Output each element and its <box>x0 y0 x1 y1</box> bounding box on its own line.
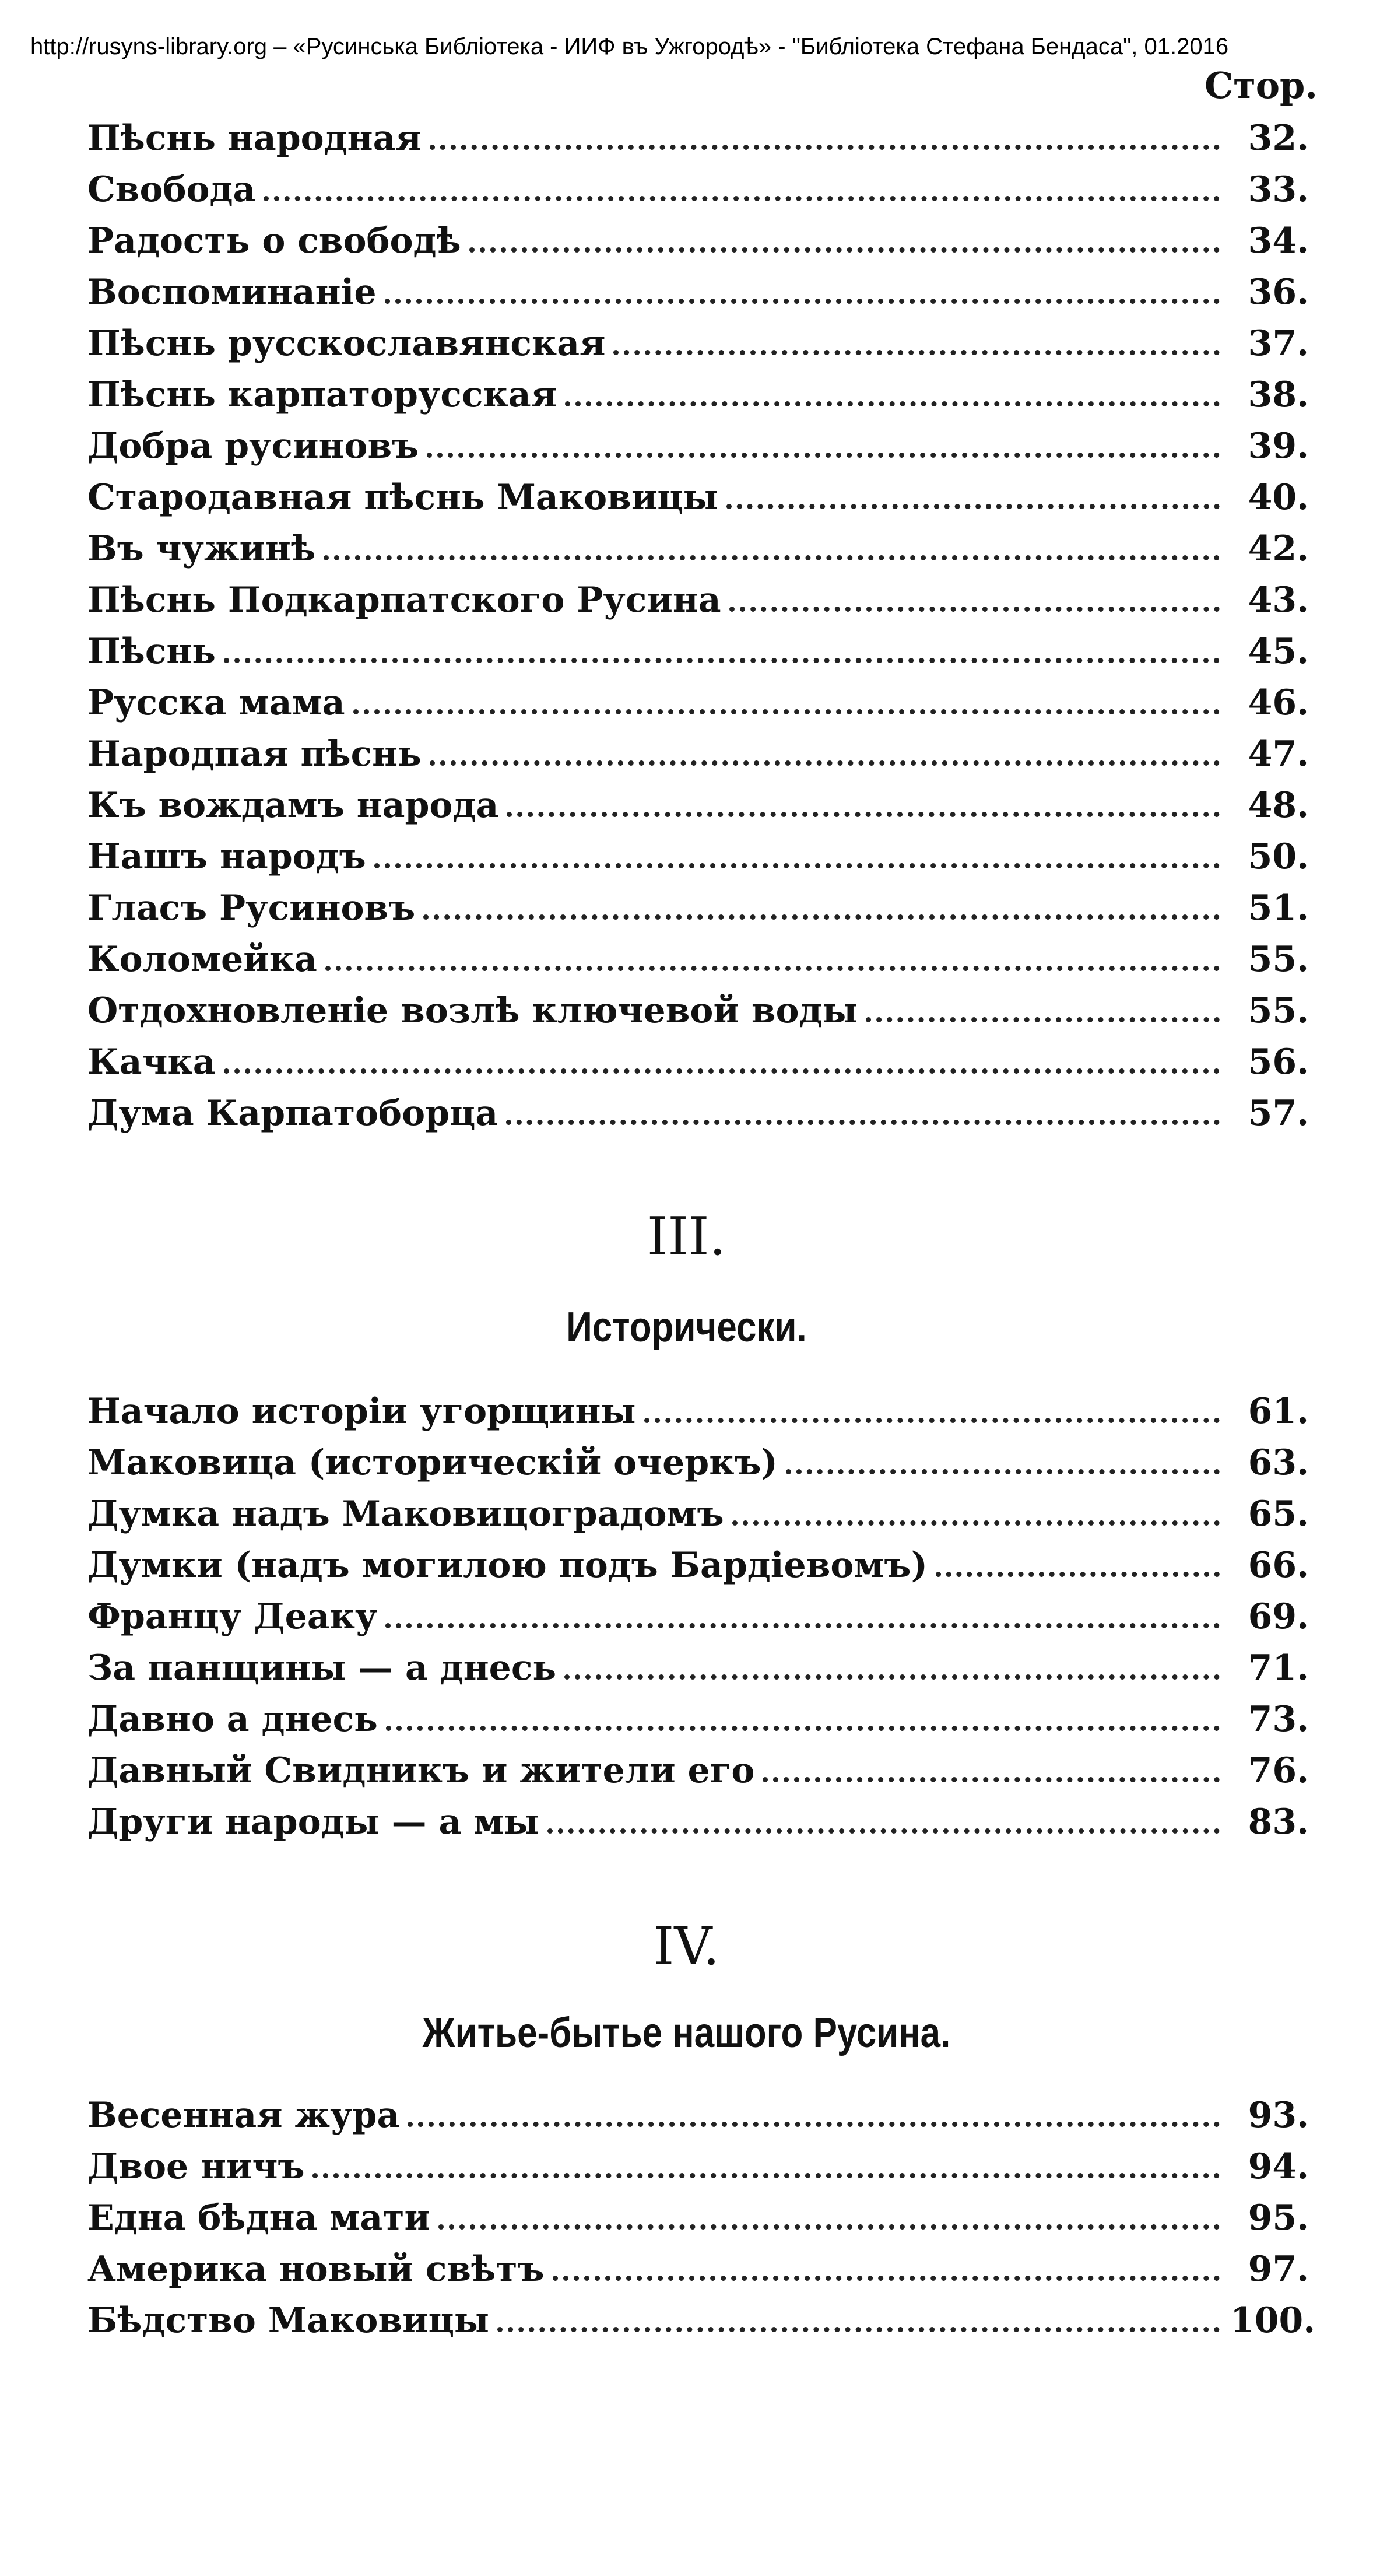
toc-entry-page-number: 37. <box>1248 323 1309 364</box>
dot-leader <box>264 196 1220 201</box>
toc-entry <box>87 785 1309 836</box>
dot-leader <box>430 760 1220 766</box>
toc-entry-title: Народпая пѣснь <box>87 734 422 774</box>
toc-entry-page-number: 48. <box>1248 785 1309 826</box>
toc-entry <box>87 1750 1309 1802</box>
dot-leader <box>325 966 1220 971</box>
dot-leader <box>726 504 1220 509</box>
toc-entry <box>87 1648 1309 1699</box>
toc-entry <box>87 1093 1309 1144</box>
dot-leader <box>553 2276 1220 2281</box>
toc-entry-page-number: 95. <box>1248 2198 1309 2238</box>
toc-entry <box>87 1802 1309 1853</box>
toc-entry-title: За панщины — а днесь <box>87 1648 557 1688</box>
dot-leader <box>430 145 1220 150</box>
toc-entry <box>87 888 1309 939</box>
dot-leader <box>469 247 1220 253</box>
toc-entry <box>87 2300 1316 2351</box>
dot-leader <box>385 1623 1220 1628</box>
dot-leader <box>613 350 1220 355</box>
toc-section-daily-life <box>87 2095 1316 2351</box>
dot-leader <box>408 2122 1220 2127</box>
toc-entry-title: Америка новый свѣтъ <box>87 2249 545 2290</box>
toc-entry-title: Коломейка <box>87 939 317 980</box>
toc-entry-title: Дума Карпатоборца <box>87 1093 498 1134</box>
toc-entry-page-number: 71. <box>1248 1648 1309 1688</box>
toc-entry-title: Други народы — а мы <box>87 1802 539 1842</box>
section-title: Исторически. <box>566 1304 807 1351</box>
toc-entry <box>87 1596 1309 1648</box>
toc-entry-page-number: 57. <box>1248 1093 1309 1134</box>
dot-leader <box>547 1828 1220 1834</box>
toc-entry <box>87 477 1309 528</box>
toc-entry-page-number: 76. <box>1248 1750 1309 1791</box>
toc-entry-page-number: 100. <box>1230 2300 1316 2341</box>
toc-entry-page-number: 55. <box>1248 939 1309 980</box>
toc-entry <box>87 836 1309 888</box>
toc-entry-title: Пѣснь народная <box>87 118 422 159</box>
toc-entry <box>87 2198 1309 2249</box>
dot-leader <box>427 453 1220 458</box>
toc-entry-page-number: 45. <box>1248 631 1309 672</box>
toc-entry <box>87 990 1309 1042</box>
toc-entry-page-number: 40. <box>1248 477 1309 518</box>
toc-entry-title: Начало исторіи угорщины <box>87 1391 636 1432</box>
toc-entry <box>87 426 1309 477</box>
toc-entry-title: Русска мама <box>87 682 345 723</box>
toc-entry-title: Маковица (историческій очеркъ) <box>87 1442 778 1483</box>
toc-entry <box>87 1494 1309 1545</box>
toc-entry-title: Думка надъ Маковицоградомъ <box>87 1494 724 1534</box>
dot-leader <box>936 1572 1220 1577</box>
toc-section-main <box>87 118 1309 1144</box>
toc-entry-title: Добра русиновъ <box>87 426 419 467</box>
toc-entry-page-number: 32. <box>1248 118 1309 159</box>
toc-entry-title: Пѣснь Подкарпатского Русина <box>87 580 721 621</box>
dot-leader <box>507 812 1220 817</box>
toc-entry-page-number: 43. <box>1248 580 1309 621</box>
toc-entry-title: Пѣснь русскославянская <box>87 323 606 364</box>
toc-entry <box>87 580 1309 631</box>
toc-entry-title: Пѣснь <box>87 631 216 672</box>
dot-leader <box>385 299 1220 304</box>
toc-entry-title: Давно а днесь <box>87 1699 378 1740</box>
toc-entry-title: Двое ничъ <box>87 2146 305 2187</box>
toc-entry-page-number: 33. <box>1248 169 1309 210</box>
dot-leader <box>564 1674 1220 1680</box>
toc-entry-page-number: 73. <box>1248 1699 1309 1740</box>
toc-entry <box>87 1042 1309 1093</box>
toc-entry-title: Една бѣдна мати <box>87 2198 430 2238</box>
toc-entry-title: Качка <box>87 1042 216 1082</box>
toc-entry-title: Отдохновленіе возлѣ ключевой воды <box>87 990 858 1031</box>
dot-leader <box>763 1777 1220 1782</box>
dot-leader <box>353 709 1220 714</box>
dot-leader <box>786 1469 1220 1474</box>
toc-entry-page-number: 61. <box>1248 1391 1309 1432</box>
toc-entry <box>87 374 1309 426</box>
toc-entry-page-number: 46. <box>1248 682 1309 723</box>
toc-entry <box>87 118 1309 169</box>
toc-entry-page-number: 39. <box>1248 426 1309 467</box>
toc-entry-title: Воспоминаніе <box>87 272 377 313</box>
toc-entry <box>87 169 1309 220</box>
toc-entry-page-number: 69. <box>1248 1596 1309 1637</box>
dot-leader <box>224 1068 1220 1074</box>
toc-entry <box>87 631 1309 682</box>
toc-entry-title: Стародавная пѣснь Маковицы <box>87 477 718 518</box>
toc-entry-title: Нашъ народъ <box>87 836 366 877</box>
dot-leader <box>565 401 1220 406</box>
dot-leader <box>224 658 1220 663</box>
toc-entry-page-number: 55. <box>1248 990 1309 1031</box>
toc-entry-page-number: 42. <box>1248 528 1309 569</box>
toc-entry <box>87 1699 1309 1750</box>
toc-entry-title: Давный Свидникъ и жители его <box>87 1750 755 1791</box>
toc-entry-title: Въ чужинѣ <box>87 528 316 569</box>
toc-entry-title: Гласъ Русиновъ <box>87 888 416 928</box>
dot-leader <box>866 1017 1220 1022</box>
toc-entry-page-number: 66. <box>1248 1545 1309 1586</box>
dot-leader <box>644 1418 1220 1423</box>
toc-entry-page-number: 50. <box>1248 836 1309 877</box>
toc-entry-page-number: 51. <box>1248 888 1309 928</box>
toc-entry-page-number: 63. <box>1248 1442 1309 1483</box>
section-number: III. <box>647 1206 726 1267</box>
toc-entry-page-number: 56. <box>1248 1042 1309 1082</box>
toc-entry-page-number: 97. <box>1248 2249 1309 2290</box>
dot-leader <box>312 2173 1220 2178</box>
source-header-line: http://rusyns-library.org – «Русинська Библіотека - ИИФ въ Ужгородѣ» - "Библіотека Стефана Бендаса", 01.2016 <box>30 34 1229 59</box>
toc-entry <box>87 1391 1309 1442</box>
toc-entry <box>87 1442 1309 1494</box>
toc-entry-title: Свобода <box>87 169 256 210</box>
toc-entry <box>87 528 1309 580</box>
toc-entry-title: Бѣдство Маковицы <box>87 2300 490 2341</box>
toc-entry-page-number: 38. <box>1248 374 1309 415</box>
toc-entry <box>87 220 1309 272</box>
toc-entry-page-number: 36. <box>1248 272 1309 313</box>
page-column-label: Стор. <box>1204 64 1318 107</box>
toc-entry-title: Весенная жура <box>87 2095 400 2136</box>
dot-leader <box>438 2224 1220 2230</box>
dot-leader <box>732 1520 1220 1526</box>
dot-leader <box>324 555 1220 560</box>
toc-entry-page-number: 83. <box>1248 1802 1309 1842</box>
toc-entry <box>87 2095 1309 2146</box>
toc-entry <box>87 272 1309 323</box>
toc-entry <box>87 682 1309 734</box>
section-number: IV. <box>653 1916 720 1977</box>
dot-leader <box>386 1726 1220 1731</box>
toc-entry <box>87 1545 1309 1596</box>
toc-entry <box>87 734 1309 785</box>
toc-entry-page-number: 47. <box>1248 734 1309 774</box>
dot-leader <box>729 607 1220 612</box>
toc-entry-title: Радость о свободѣ <box>87 220 461 261</box>
toc-entry <box>87 323 1309 374</box>
toc-entry <box>87 939 1309 990</box>
toc-entry-title: Думки (надъ могилою подъ Бардіевомъ) <box>87 1545 928 1586</box>
toc-entry-title: Пѣснь карпаторусская <box>87 374 557 415</box>
toc-entry <box>87 2249 1309 2300</box>
toc-entry-page-number: 34. <box>1248 220 1309 261</box>
toc-entry-page-number: 93. <box>1248 2095 1309 2136</box>
toc-entry-page-number: 65. <box>1248 1494 1309 1534</box>
section-title: Житье-бытье нашого Русина. <box>422 2010 951 2056</box>
dot-leader <box>506 1120 1220 1125</box>
toc-entry-page-number: 94. <box>1248 2146 1309 2187</box>
dot-leader <box>374 863 1220 868</box>
dot-leader <box>423 914 1220 920</box>
toc-entry-title: Къ вождамъ народа <box>87 785 499 826</box>
toc-entry <box>87 2146 1309 2198</box>
dot-leader <box>497 2327 1220 2332</box>
toc-section-historical <box>87 1391 1309 1853</box>
toc-entry-title: Францу Деаку <box>87 1596 378 1637</box>
